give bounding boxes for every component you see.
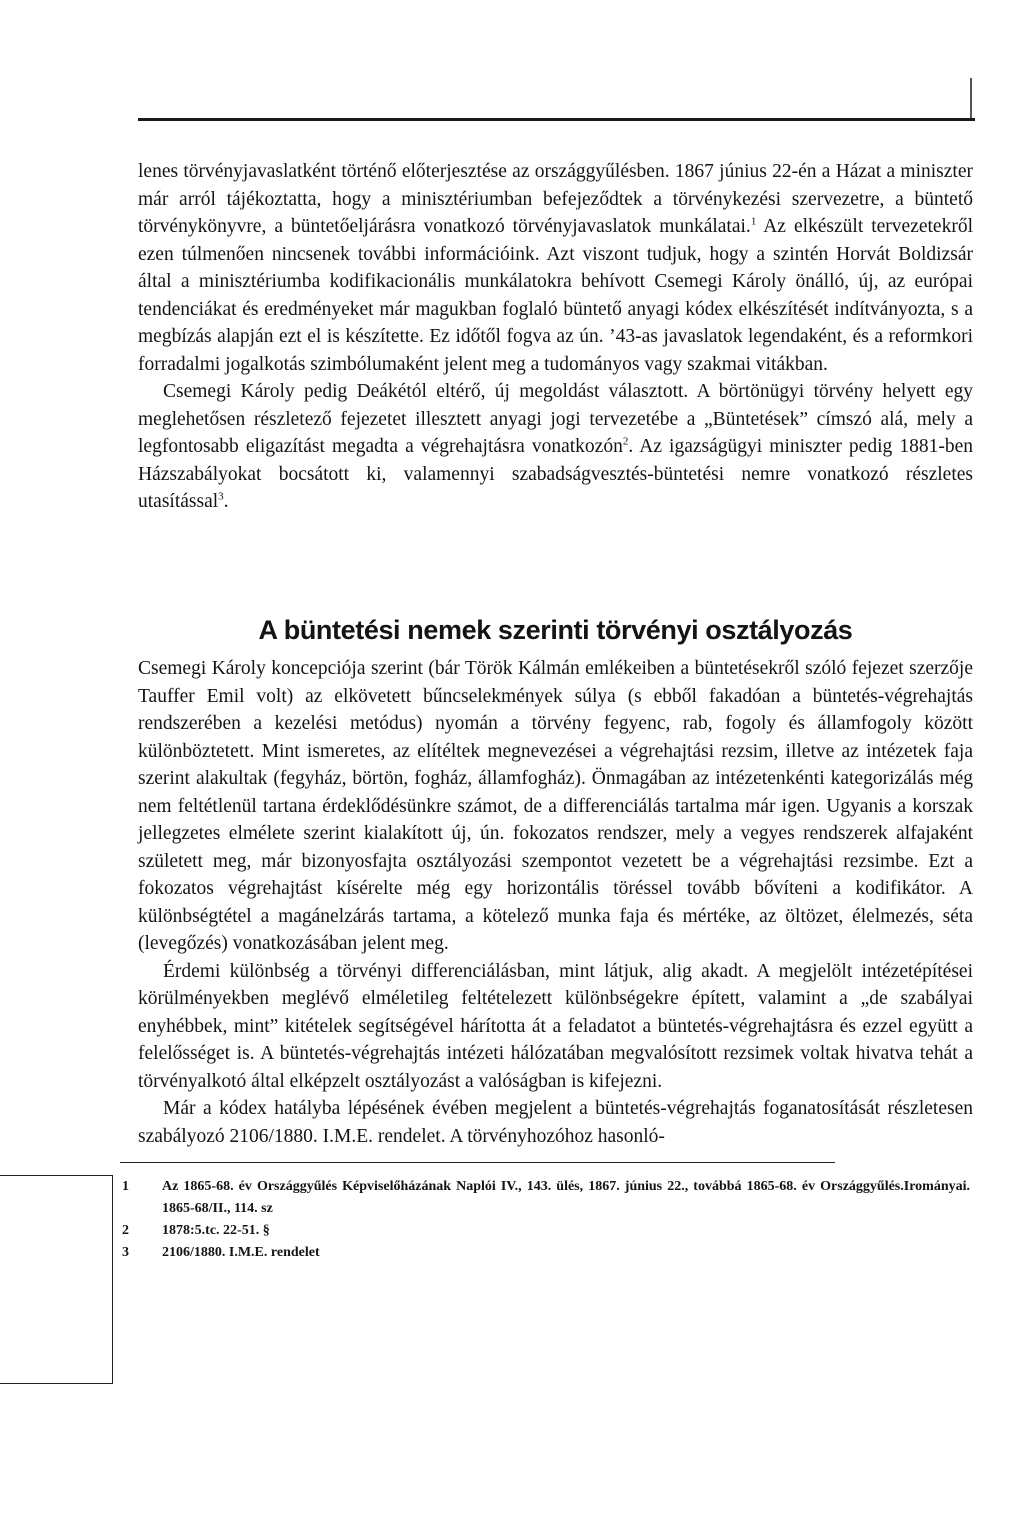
footnote-2: 2 1878:5.tc. 22-51. §	[122, 1223, 270, 1238]
body-text-top	[138, 158, 973, 516]
footnote-rule	[120, 1162, 835, 1163]
section-heading: A büntetési nemek szerinti törvényi osztályozás	[258, 615, 853, 645]
footnote-ref-3[interactable]: 3	[218, 490, 224, 503]
paragraph-concept: Csemegi Károly koncepciója szerint (bár Török Kálmán emlékeiben a büntetésekről szóló fejezet szerzője Tauffer Emil volt) az elkövetett bűncselekmények súlya (s ebből fakadóan a büntetés-végrehajtás rendszerében a kezelési metódus) nyomán a törvény fegyenc, rab, fogoly és államfogoly között különböztetett. Mint ismeretes, az elítéltek megnevezései a végrehajtási rezsim, illetve az intézetek faja szerint alakultak (fegyház, börtön, fogház, államfogház). Önmagában az intézetenkénti kategorizálás még nem feltétlenül tartana érdeklődésünkre számot, de a differenciálás tartalma már igen. Ugyanis a korszak jellegzetes elmélete szerint kialakított új, ún. fokozatos rendszer, mely a vegyes rendszerek alfajaként született meg, már bizonyosfajta osztályozási szempontot vezetett be a végrehajtási rezsimbe. Ezt a fokozatos végrehajtást kísérelte még egy horizontális töréssel tovább bővíteni a kodifikátor. A különbségtétel a magánelzárás tartama, a kötelező munka faja és mértéke, az öltözet, élelmezés, séta (levegőzés) vonatkozásában jelent meg.	[138, 658, 973, 954]
footnotes	[120, 1176, 970, 1264]
paragraph-csemegi: Csemegi Károly pedig Deákétól eltérő, új megoldást választott. A börtönügyi törvény helyett egy meglehetősen részletező fejezetet illesztett anyagi jogi tervezetébe a „Büntetések” címszó alá, mely a legfontosabb eligazítást megadta a végrehajtásra vonatkozón$^2$. Az igazságügyi miniszter pedig 1881-ben Házszabályokat bocsátott ki, valamennyi szabadságvesztés-büntetési nemre vonatkozó részletes utasítással$^3$.	[138, 381, 973, 512]
header-rule	[138, 118, 975, 121]
footnote-ref-2[interactable]: 2	[622, 435, 629, 448]
paragraph-decree: Már a kódex hatályba lépésének évében megjelent a büntetés-végrehajtás foganatosítását részletesen szabályozó 2106/1880. I.M.E. rendelet. A törvényhozóhoz hasonló-	[138, 1098, 973, 1147]
paragraph-differentiation: Érdemi különbség a törvényi differenciálásban, mint látjuk, alig akadt. A megjelölt intézetépítései körülményekben meglévő elméletileg feltételezett különbségekre épített, valamint a „de szabályai enyhébbek, mint” kitételek segítségével hárította át a feladatot a büntetés-végrehajtásra és ezzel együtt a felelősséget is. A büntetés-végrehajtás intézeti hálózatában megvalósított rezsimek voltak hivatva tehát a törvényalkotó által elképzelt osztályozást a valóságban is kifejezni.	[138, 960, 973, 1092]
margin-line-vertical	[112, 1175, 113, 1383]
margin-line-top	[0, 1175, 112, 1176]
page-edge-mark	[970, 78, 972, 120]
margin-line-bottom	[0, 1383, 113, 1384]
paragraph-continued: lenes törvényjavaslatként történő előterjesztése az országgyűlésben. 1867 június 22-én a Házat a miniszter már arról tájékoztatta, hogy a minisztériumban befejeződtek a törvénykezési szervezetre, a büntető törvénykönyvre, a büntetőeljárásra vonatkozó törvényjavaslatok munkálatai.$^1$ Az elkészült tervezetekről ezen túlmenően nincsenek további információink. Azt viszont tudjuk, hogy a szintén Horvát Boldizsár által a minisztériumba kodifikacionális munkálatokra behívott Csemegi Károly önálló, új, az európai tendenciákat és eredményeket már magukban foglaló büntető anyagi kódex elkészítését indítványozta, s a megbízás alapján ezt el is készítette. Ez időtől fogva az ún. ’43-as javaslatok legendaként, és a reformkori forradalmi jogalkotás szimbólumaként jelent meg a tudományos vagy szakmai vitákban.	[138, 161, 973, 375]
footnote-1: 1 Az 1865-68. év Országgyűlés Képviselőházának Naplói IV., 143. ülés, 1867. június 22., továbbá 1865-68. év Országgyűlés.Irományai. 1865-68/II., 114. sz	[122, 1179, 970, 1216]
footnote-3: 3 2106/1880. I.M.E. rendelet	[122, 1245, 320, 1260]
footnote-ref-1[interactable]: 1	[750, 215, 757, 228]
body-text-section	[122, 655, 973, 1260]
